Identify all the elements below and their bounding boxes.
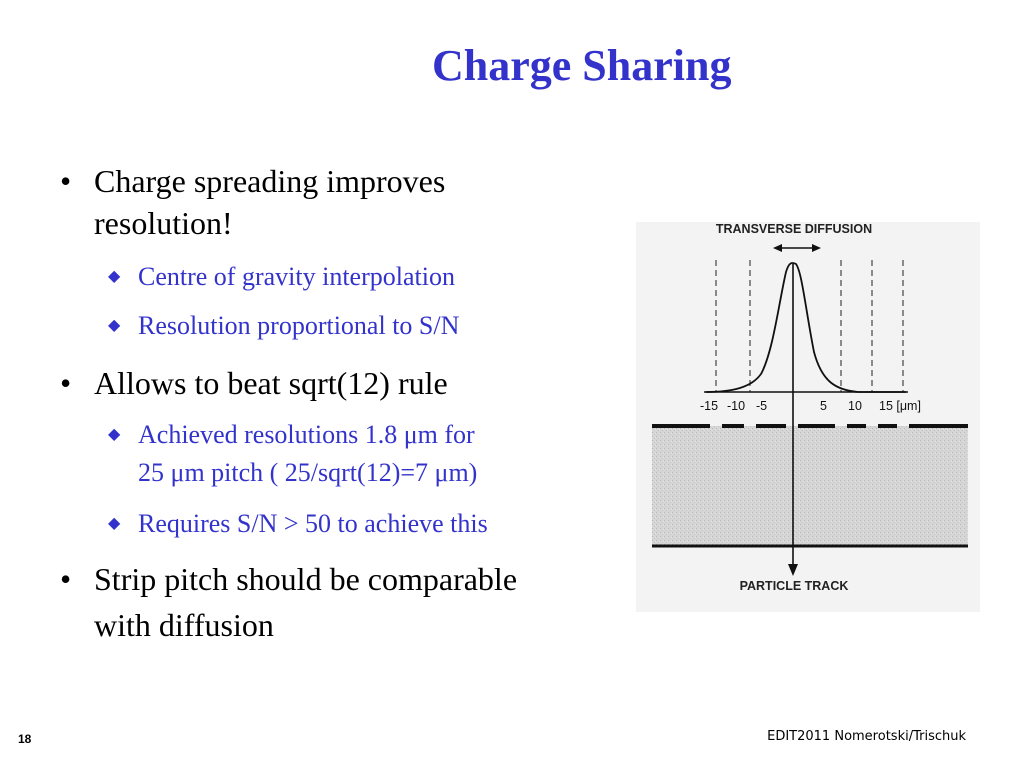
sub-bullet-line: Centre of gravity interpolation — [138, 262, 455, 291]
tick-label: 10 — [848, 399, 862, 413]
sub-bullet-line: Achieved resolutions 1.8 μm for — [138, 420, 475, 449]
bullet-line: with diffusion — [94, 607, 274, 643]
footer-credit: EDIT2011 Nomerotski/Trischuk — [767, 729, 966, 744]
tick-label: -10 — [727, 399, 746, 413]
tick-label: -15 — [700, 399, 719, 413]
tick-label: -5 — [756, 399, 768, 413]
diffusion-diagram — [636, 212, 980, 612]
bullet-line: Allows to beat sqrt(12) rule — [94, 365, 448, 401]
diamond-bullet-icon: ◆ — [108, 317, 121, 334]
diamond-bullet-icon: ◆ — [108, 268, 121, 285]
diffusion-figure — [636, 212, 980, 612]
bullet-line: resolution! — [94, 205, 233, 241]
particle-track-label: PARTICLE TRACK — [739, 579, 849, 593]
sub-bullet-line: 25 μm pitch ( 25/sqrt(12)=7 μm) — [138, 458, 478, 487]
bullet-dot-icon: • — [60, 365, 72, 401]
bullet-dot-icon: • — [60, 561, 72, 597]
tick-label: 5 — [820, 399, 827, 413]
silicon-bulk — [652, 426, 968, 546]
page-number: 18 — [18, 732, 32, 746]
bullet-dot-icon: • — [60, 163, 72, 199]
transverse-diffusion-label: TRANSVERSE DIFFUSION — [715, 222, 873, 236]
diamond-bullet-icon: ◆ — [108, 426, 121, 443]
bullet-line: Charge spreading improves — [94, 163, 446, 199]
sub-bullet-line: Requires S/N > 50 to achieve this — [138, 509, 488, 538]
figure-background — [636, 222, 980, 612]
bullet-line: Strip pitch should be comparable — [94, 561, 518, 597]
tick-label: 15 [μm] — [879, 399, 921, 413]
diamond-bullet-icon: ◆ — [108, 515, 121, 532]
slide-title: Charge Sharing — [432, 41, 732, 90]
sub-bullet-line: Resolution proportional to S/N — [138, 311, 460, 340]
